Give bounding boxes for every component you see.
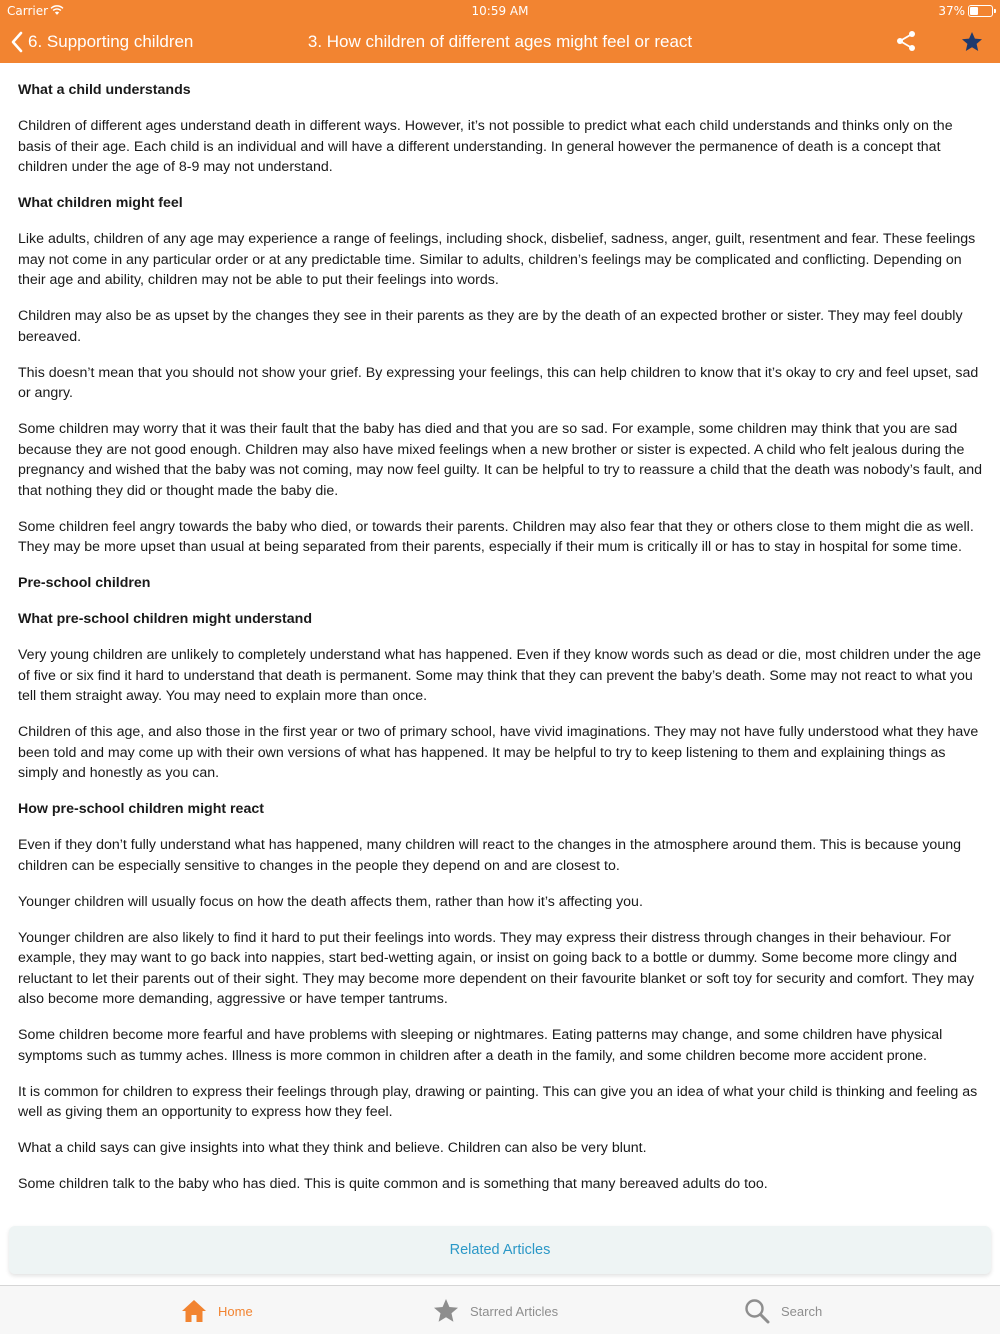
section-heading: What children might feel — [18, 195, 183, 211]
battery-icon — [968, 5, 993, 17]
paragraph: Like adults, children of any age may experience a range of feelings, including shock, disbelief, sadness, anger, guilt, resentment and fear. These feelings may not come in any particular order or at any predictable time. Similar to adults, children’s feelings may be complicated and conflicting. Depending on their age and ability, children may not be able to put their feelings into words. — [18, 231, 976, 288]
back-button[interactable] — [10, 28, 193, 56]
section-heading: What pre-school children might understand — [18, 611, 313, 627]
tab-search[interactable] — [743, 1296, 822, 1326]
paragraph: This doesn’t mean that you should not show your grief. By expressing your feelings, this can help children to know that it’s okay to cry and feel upset, sad or angry. — [18, 364, 979, 401]
paragraph: Some children may worry that it was their fault that the baby has died and that you are so sad. For example, some children may think that you are sad because they are not good enough. Children may also have mixed feelings when a new brother or sister is expected. A child who felt jealous during the pregnancy and wished that the baby was not coming, may now feel guilty. It can be helpful to try to reassure a child that the death was nobody’s fault, and that nothing they did or thought made the baby die. — [18, 421, 982, 499]
paragraph: Very young children are unlikely to completely understand what has happened. Even if they know words such as dead or die, most children under the age of five or six find it hard to understand that death is permanent. Some may think that they can prevent the baby’s death. Some may not react to what you tell them straight away. You may need to explain more than once. — [18, 647, 981, 704]
page-title: 3. How children of different ages might feel or react — [307, 32, 693, 51]
search-icon — [743, 1297, 771, 1325]
section-heading: How pre-school children might react — [18, 801, 264, 817]
chevron-left-icon — [10, 31, 24, 53]
paragraph: Some children talk to the baby who has died. This is quite common and is something that many bereaved adults do too. — [18, 1176, 768, 1192]
article-body — [18, 80, 982, 1220]
paragraph: Some children feel angry towards the baby who died, or towards their parents. Children may also fear that they or others close to them might die as well. They may be more upset than usual at being separated from their parents, especially if their mum is critically ill or has to stay in hospital for some time. — [18, 518, 974, 555]
home-icon — [180, 1297, 208, 1325]
paragraph: It is common for children to express their feelings through play, drawing or painting. This can give you an idea of what your child is thinking and feeling as well as giving them an opportunity to express how they feel. — [18, 1083, 978, 1120]
share-icon[interactable] — [895, 30, 917, 52]
tab-home-label: Home — [218, 1303, 253, 1319]
battery-percent: 37% — [938, 4, 965, 18]
paragraph: Younger children will usually focus on how the death affects them, rather than how it’s affecting you. — [18, 893, 643, 910]
section-heading: What a child understands — [18, 82, 191, 98]
paragraph: Children may also be as upset by the changes they see in their parents as they are by the death of an expected brother or sister. They may feel doubly bereaved. — [18, 308, 963, 345]
tab-starred-label: Starred Articles — [470, 1303, 559, 1319]
tab-bar — [0, 1285, 1000, 1334]
paragraph: Even if they don’t fully understand what has happened, many children will react to the changes in the atmosphere around them. This is because young children can be especially sensitive to changes in the people they depend on and are closest to. — [18, 837, 961, 874]
status-time: 10:59 AM — [471, 4, 529, 18]
status-bar — [0, 0, 1000, 22]
tab-search-label: Search — [781, 1303, 823, 1319]
star-icon[interactable] — [960, 30, 984, 54]
paragraph: What a child says can give insights into what they think and believe. Children can also be very blunt. — [18, 1140, 647, 1156]
paragraph: Children of this age, and also those in the first year or two of primary school, have vivid imaginations. They may not have fully understood what they have been told and may come up with their own versions of what has happened. It may be helpful to try to keep listening to them and explaining things as simply and honestly as you can. — [18, 724, 979, 781]
tab-starred-articles[interactable] — [432, 1296, 558, 1326]
carrier-label: Carrier — [7, 4, 49, 18]
paragraph: Younger children are also likely to find it hard to put their feelings into words. They may express their distress through changes in their behaviour. For example, they may want to go back into nappies, start bed-wetting again, or insist on going back to a bottle or dummy. Some become more clingy and reluctant to let their parents out of their sight. They may become more dependent on their favourite blanket or soft toy for security and comfort. They may also become more demanding, aggressive or have temper tantrums. — [18, 929, 975, 1007]
paragraph: Children of different ages understand death in different ways. However, it’s not possible to predict what each child understands and thinks only on the basis of their age. Each child is an individual and will have a different understanding. In general however the permanence of death is a concept that children under the age of 8-9 may not understand. — [18, 118, 953, 175]
back-button-label: 6. Supporting children — [28, 32, 194, 51]
header — [0, 0, 1000, 63]
related-articles-button[interactable] — [9, 1226, 991, 1274]
nav-bar — [0, 22, 1000, 63]
paragraph: Some children become more fearful and have problems with sleeping or nightmares. Eating patterns may change, and some children have physical symptoms such as tummy aches. Illness is more common in children after a death in the family, and some children become more accident prone. — [18, 1027, 943, 1064]
section-heading: Pre-school children — [18, 575, 151, 591]
related-articles-label: Related Articles — [449, 1242, 551, 1258]
star-icon — [432, 1297, 460, 1325]
tab-home[interactable] — [180, 1296, 253, 1326]
